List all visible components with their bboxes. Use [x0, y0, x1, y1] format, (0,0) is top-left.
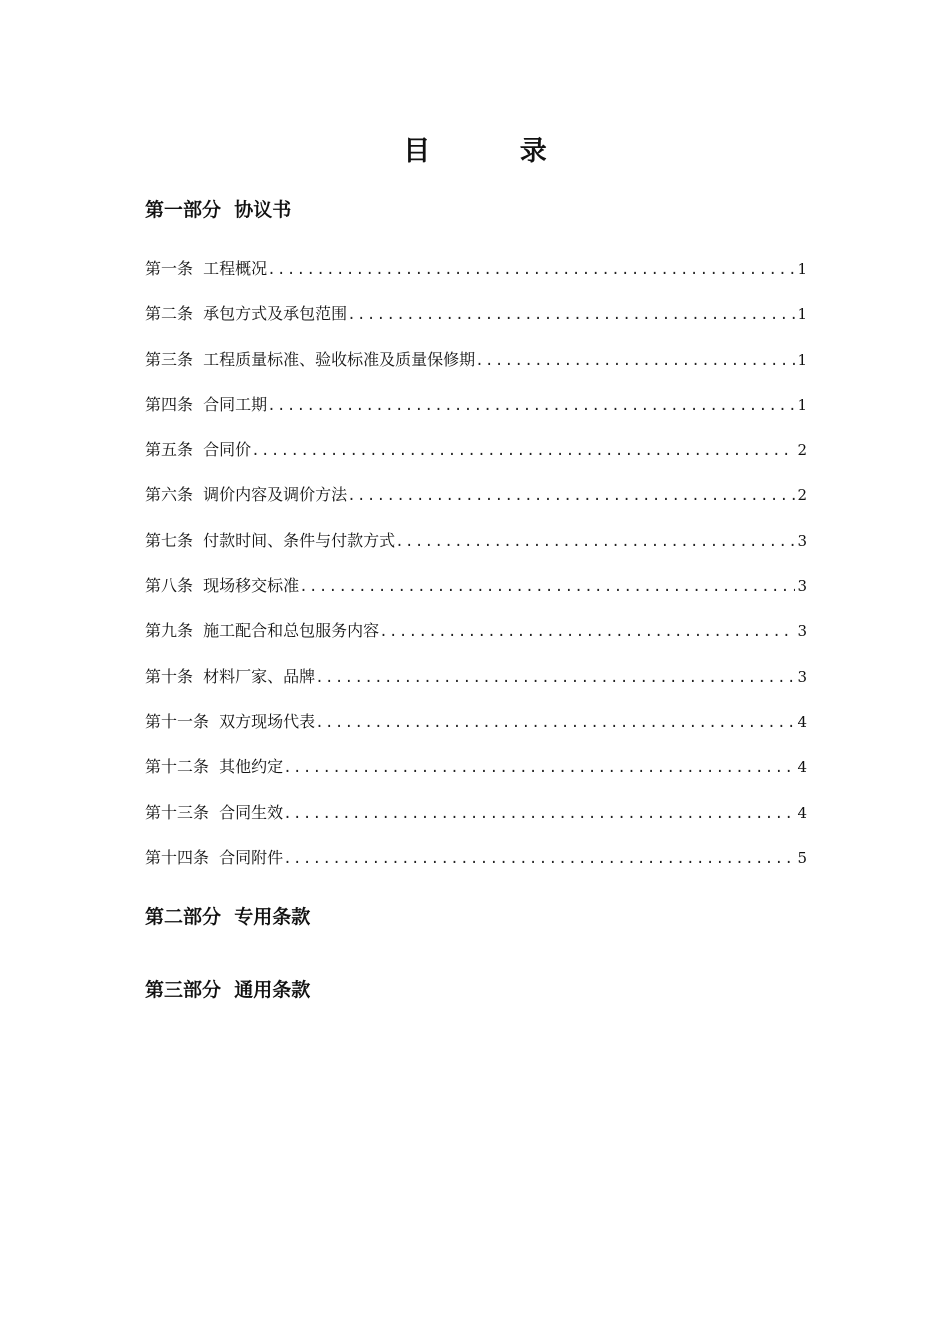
toc-entry[interactable] — [145, 528, 807, 573]
dot-leader — [347, 302, 795, 328]
toc-page-number: 4 — [797, 803, 807, 822]
toc-entry-label: 第十一条 双方现场代表 — [145, 711, 316, 731]
toc-entry[interactable] — [145, 845, 807, 890]
dot-leader — [283, 755, 795, 781]
toc-entry-label: 第九条 施工配合和总包服务内容 — [145, 621, 380, 641]
toc-entry-label: 第四条 合同工期 — [145, 394, 268, 414]
toc-entry-label: 第二条 承包方式及承包范围 — [145, 304, 348, 324]
toc-entry[interactable] — [145, 301, 807, 346]
dot-leader — [283, 846, 795, 872]
toc-page-number: 1 — [797, 350, 807, 369]
toc-entry[interactable] — [145, 256, 807, 301]
dot-leader — [315, 665, 795, 691]
toc-entry-label: 第六条 调价内容及调价方法 — [145, 485, 348, 505]
dot-leader — [283, 801, 795, 827]
toc-page-number: 4 — [797, 712, 807, 731]
toc-page-number: 1 — [797, 395, 807, 414]
toc-page-number: 3 — [797, 622, 807, 641]
toc-entry-label: 第十三条 合同生效 — [145, 802, 284, 822]
toc-entry[interactable] — [145, 437, 807, 482]
toc-page-number: 1 — [797, 305, 807, 324]
toc-entry-label: 第十四条 合同附件 — [145, 847, 284, 867]
dot-leader — [299, 574, 795, 600]
toc-page-number: 1 — [797, 260, 807, 278]
page-title: 目 录 — [403, 136, 587, 167]
toc-entry[interactable] — [145, 573, 807, 618]
toc-page-number: 3 — [797, 531, 807, 550]
toc-entry[interactable] — [145, 347, 807, 392]
toc-page-number: 2 — [797, 441, 807, 460]
toc-page-number: 2 — [797, 486, 807, 505]
toc-entry-label: 第一条 工程概况 — [145, 259, 268, 278]
table-of-contents — [145, 256, 807, 890]
part-heading-3: 第三部分 通用条款 — [145, 979, 311, 1001]
toc-entry[interactable] — [145, 709, 807, 754]
dot-leader — [251, 438, 795, 464]
toc-page-number: 4 — [797, 758, 807, 777]
toc-entry[interactable] — [145, 482, 807, 527]
dot-leader — [267, 393, 795, 419]
toc-entry-label: 第十条 材料厂家、品牌 — [145, 666, 316, 686]
toc-entry-label: 第八条 现场移交标准 — [145, 576, 300, 596]
toc-entry[interactable] — [145, 618, 807, 663]
toc-entry[interactable] — [145, 392, 807, 437]
dot-leader — [395, 529, 795, 555]
toc-page-number: 3 — [797, 577, 807, 596]
toc-entry-label: 第十二条 其他约定 — [145, 757, 284, 777]
dot-leader — [315, 710, 795, 736]
toc-entry[interactable] — [145, 664, 807, 709]
dot-leader — [267, 257, 795, 283]
dot-leader — [347, 483, 795, 509]
toc-entry-label: 第三条 工程质量标准、验收标准及质量保修期 — [145, 349, 476, 369]
part-heading-2: 第二部分 专用条款 — [145, 906, 311, 928]
toc-entry[interactable] — [145, 754, 807, 799]
dot-leader — [379, 619, 795, 645]
toc-entry-label: 第七条 付款时间、条件与付款方式 — [145, 530, 396, 550]
part-heading-1: 第一部分 协议书 — [145, 199, 292, 221]
toc-entry[interactable] — [145, 800, 807, 845]
toc-page-number: 3 — [797, 667, 807, 686]
toc-entry-label: 第五条 合同价 — [145, 440, 252, 460]
toc-page-number: 5 — [797, 848, 807, 867]
dot-leader — [475, 348, 795, 374]
